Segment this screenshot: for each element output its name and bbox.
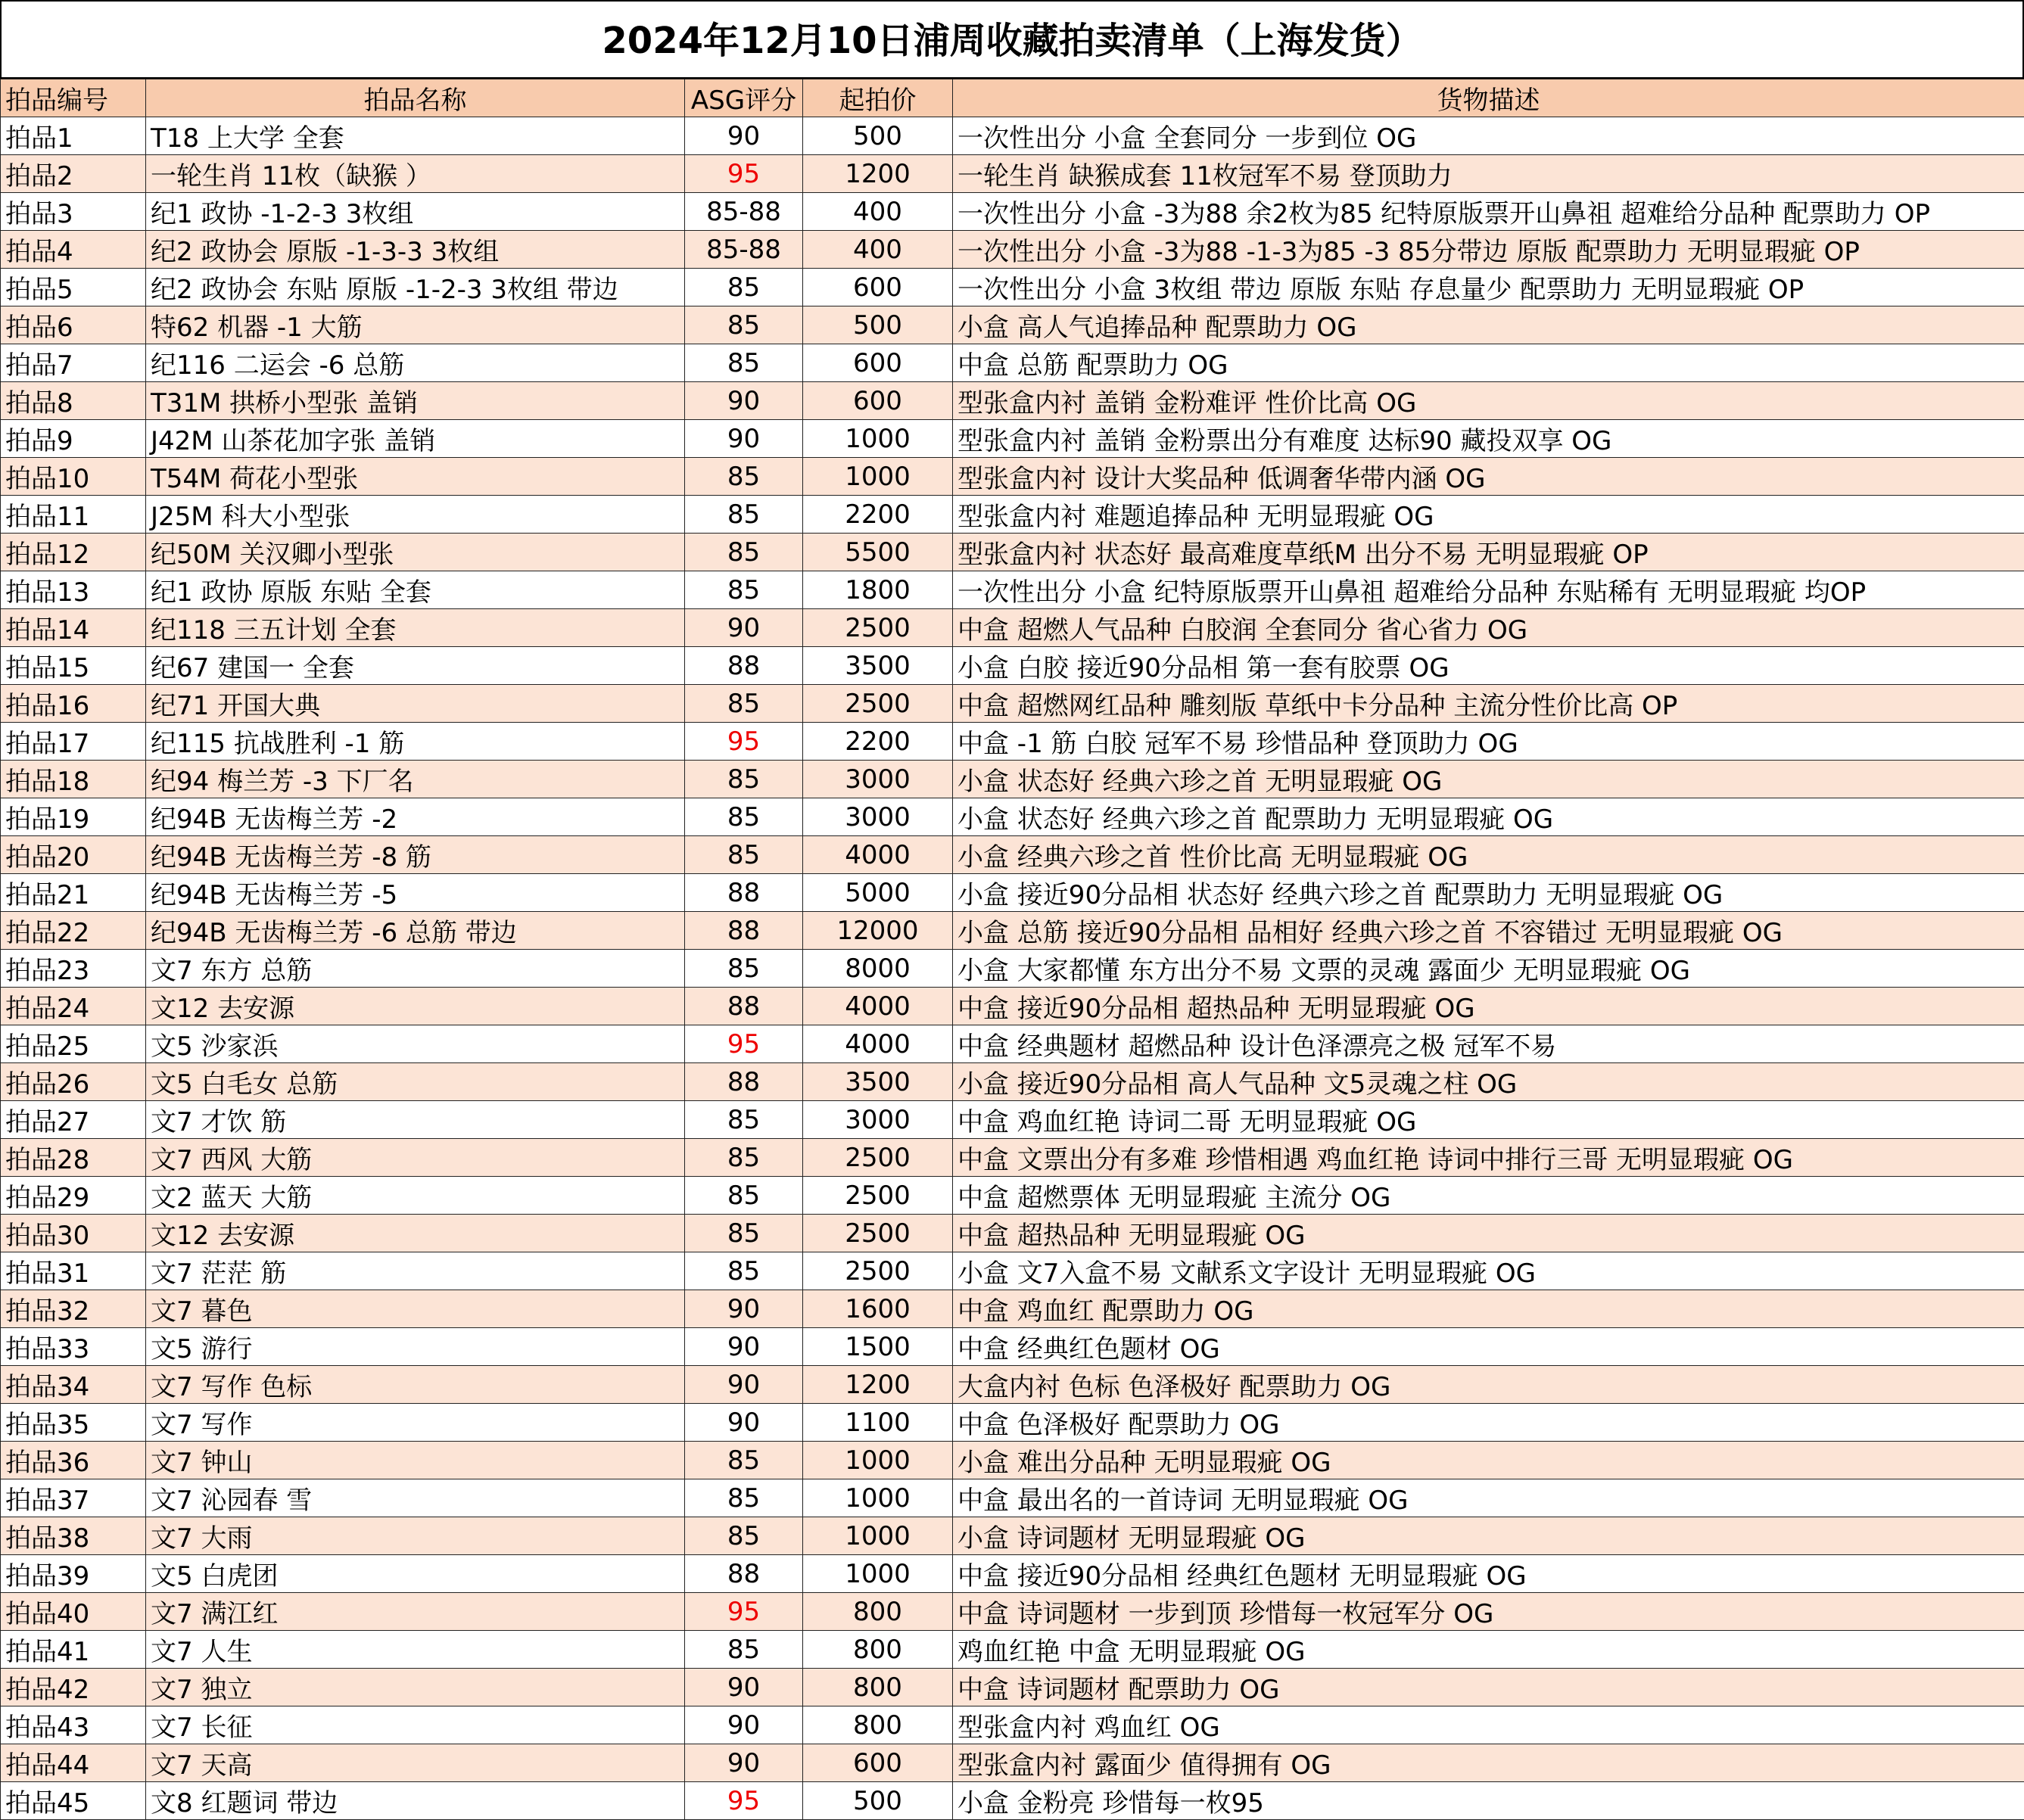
- table-row: [1, 420, 2024, 458]
- asg-score-cell: 88: [685, 874, 803, 912]
- starting-price-cell: 3000: [803, 1101, 953, 1139]
- asg-score-cell: 85-88: [685, 193, 803, 231]
- asg-score-cell: 85: [685, 1252, 803, 1290]
- starting-price-cell: 600: [803, 1744, 953, 1782]
- lot-number-cell: 拍品17: [1, 723, 146, 761]
- table-row: [1, 269, 2024, 306]
- table-row: [1, 1290, 2024, 1328]
- asg-score-cell: 85: [685, 1479, 803, 1517]
- lot-number-cell: 拍品10: [1, 458, 146, 496]
- lot-number-cell: 拍品19: [1, 798, 146, 836]
- description-cell: 中盒 -1 筋 白胶 冠军不易 珍惜品种 登顶助力 OG: [953, 723, 2024, 761]
- lot-name-cell: 纪1 政协 -1-2-3 3枚组: [146, 193, 685, 231]
- table-row: [1, 1517, 2024, 1555]
- lot-name-cell: 文12 去安源: [146, 1215, 685, 1252]
- lot-name-cell: 纪67 建国一 全套: [146, 647, 685, 685]
- description-cell: 型张盒内衬 设计大奖品种 低调奢华带内涵 OG: [953, 458, 2024, 496]
- table-row: [1, 1025, 2024, 1063]
- lot-name-cell: 文5 白毛女 总筋: [146, 1063, 685, 1101]
- table-row: [1, 1631, 2024, 1669]
- description-cell: 中盒 超热品种 无明显瑕疵 OG: [953, 1215, 2024, 1252]
- asg-score-cell: 85: [685, 496, 803, 534]
- description-cell: 一轮生肖 缺猴成套 11枚冠军不易 登顶助力: [953, 155, 2024, 193]
- table-row: [1, 193, 2024, 231]
- starting-price-cell: 600: [803, 269, 953, 306]
- description-cell: 中盒 色泽极好 配票助力 OG: [953, 1404, 2024, 1442]
- description-cell: 中盒 最出名的一首诗词 无明显瑕疵 OG: [953, 1479, 2024, 1517]
- starting-price-cell: 2500: [803, 609, 953, 647]
- starting-price-cell: 1000: [803, 420, 953, 458]
- description-cell: 一次性出分 小盒 -3为88 -1-3为85 -3 85分带边 原版 配票助力 无明显瑕疵 OP: [953, 231, 2024, 269]
- lot-name-cell: 文7 独立: [146, 1669, 685, 1706]
- table-row: [1, 1139, 2024, 1177]
- asg-score-cell: 90: [685, 1366, 803, 1404]
- lot-number-cell: 拍品43: [1, 1706, 146, 1744]
- starting-price-cell: 1000: [803, 1442, 953, 1479]
- starting-price-cell: 500: [803, 117, 953, 155]
- lot-number-cell: 拍品8: [1, 382, 146, 420]
- asg-score-cell: 90: [685, 117, 803, 155]
- lot-name-cell: T18 上大学 全套: [146, 117, 685, 155]
- table-row: [1, 1063, 2024, 1101]
- header-asg-score: ASG评分: [685, 79, 803, 117]
- starting-price-cell: 2200: [803, 496, 953, 534]
- description-cell: 型张盒内衬 状态好 最高难度草纸M 出分不易 无明显瑕疵 OP: [953, 534, 2024, 571]
- description-cell: 鸡血红艳 中盒 无明显瑕疵 OG: [953, 1631, 2024, 1669]
- table-row: [1, 988, 2024, 1025]
- table-row: [1, 1404, 2024, 1442]
- lot-number-cell: 拍品30: [1, 1215, 146, 1252]
- lot-number-cell: 拍品12: [1, 534, 146, 571]
- lot-name-cell: 文2 蓝天 大筋: [146, 1177, 685, 1215]
- description-cell: 中盒 鸡血红 配票助力 OG: [953, 1290, 2024, 1328]
- table-row: [1, 761, 2024, 798]
- lot-name-cell: 文5 白虎团: [146, 1555, 685, 1593]
- asg-score-cell: 88: [685, 1063, 803, 1101]
- lot-number-cell: 拍品32: [1, 1290, 146, 1328]
- lot-name-cell: 纪94B 无齿梅兰芳 -6 总筋 带边: [146, 912, 685, 950]
- table-row: [1, 1744, 2024, 1782]
- lot-name-cell: 纪71 开国大典: [146, 685, 685, 723]
- description-cell: 中盒 经典红色题材 OG: [953, 1328, 2024, 1366]
- lot-number-cell: 拍品24: [1, 988, 146, 1025]
- table-row: [1, 231, 2024, 269]
- description-cell: 型张盒内衬 盖销 金粉票出分有难度 达标90 藏投双享 OG: [953, 420, 2024, 458]
- table-row: [1, 1479, 2024, 1517]
- lot-name-cell: 文7 才饮 筋: [146, 1101, 685, 1139]
- description-cell: 中盒 总筋 配票助力 OG: [953, 344, 2024, 382]
- starting-price-cell: 2500: [803, 1252, 953, 1290]
- starting-price-cell: 600: [803, 382, 953, 420]
- starting-price-cell: 4000: [803, 1025, 953, 1063]
- description-cell: 大盒内衬 色标 色泽极好 配票助力 OG: [953, 1366, 2024, 1404]
- description-cell: 一次性出分 小盒 全套同分 一步到位 OG: [953, 117, 2024, 155]
- asg-score-cell: 85: [685, 1517, 803, 1555]
- lot-name-cell: 纪94B 无齿梅兰芳 -8 筋: [146, 836, 685, 874]
- lot-name-cell: 纪94B 无齿梅兰芳 -2: [146, 798, 685, 836]
- table-row: [1, 496, 2024, 534]
- table-row: [1, 1782, 2024, 1820]
- starting-price-cell: 3500: [803, 647, 953, 685]
- description-cell: 型张盒内衬 难题追捧品种 无明显瑕疵 OG: [953, 496, 2024, 534]
- lot-name-cell: 纪94B 无齿梅兰芳 -5: [146, 874, 685, 912]
- starting-price-cell: 2200: [803, 723, 953, 761]
- asg-score-cell: 85-88: [685, 231, 803, 269]
- lot-number-cell: 拍品2: [1, 155, 146, 193]
- description-cell: 小盒 状态好 经典六珍之首 无明显瑕疵 OG: [953, 761, 2024, 798]
- lot-number-cell: 拍品14: [1, 609, 146, 647]
- table-row: [1, 534, 2024, 571]
- lot-number-cell: 拍品38: [1, 1517, 146, 1555]
- lot-number-cell: 拍品11: [1, 496, 146, 534]
- description-cell: 小盒 难出分品种 无明显瑕疵 OG: [953, 1442, 2024, 1479]
- asg-score-cell: 85: [685, 1215, 803, 1252]
- starting-price-cell: 2500: [803, 685, 953, 723]
- lot-number-cell: 拍品22: [1, 912, 146, 950]
- lot-name-cell: 文5 游行: [146, 1328, 685, 1366]
- description-cell: 小盒 状态好 经典六珍之首 配票助力 无明显瑕疵 OG: [953, 798, 2024, 836]
- lot-name-cell: T31M 拱桥小型张 盖销: [146, 382, 685, 420]
- table-row: [1, 571, 2024, 609]
- table-row: [1, 798, 2024, 836]
- table-row: [1, 1669, 2024, 1706]
- description-cell: 一次性出分 小盒 -3为88 余2枚为85 纪特原版票开山鼻祖 超难给分品种 配票助力 OP: [953, 193, 2024, 231]
- lot-name-cell: 文7 沁园春 雪: [146, 1479, 685, 1517]
- asg-score-cell: 85: [685, 1101, 803, 1139]
- description-cell: 小盒 高人气追捧品种 配票助力 OG: [953, 306, 2024, 344]
- description-cell: 小盒 总筋 接近90分品相 品相好 经典六珍之首 不容错过 无明显瑕疵 OG: [953, 912, 2024, 950]
- table-row: [1, 344, 2024, 382]
- description-cell: 一次性出分 小盒 纪特原版票开山鼻祖 超难给分品种 东贴稀有 无明显瑕疵 均OP: [953, 571, 2024, 609]
- asg-score-cell: 90: [685, 382, 803, 420]
- header-starting-price: 起拍价: [803, 79, 953, 117]
- asg-score-cell: 95: [685, 1025, 803, 1063]
- table-row: [1, 117, 2024, 155]
- starting-price-cell: 8000: [803, 950, 953, 988]
- asg-score-cell: 85: [685, 571, 803, 609]
- starting-price-cell: 1000: [803, 1555, 953, 1593]
- lot-number-cell: 拍品1: [1, 117, 146, 155]
- table-row: [1, 1442, 2024, 1479]
- lot-number-cell: 拍品45: [1, 1782, 146, 1820]
- lot-name-cell: 纪2 政协会 东贴 原版 -1-2-3 3枚组 带边: [146, 269, 685, 306]
- lot-name-cell: 文7 暮色: [146, 1290, 685, 1328]
- description-cell: 小盒 接近90分品相 状态好 经典六珍之首 配票助力 无明显瑕疵 OG: [953, 874, 2024, 912]
- asg-score-cell: 90: [685, 1328, 803, 1366]
- lot-name-cell: 文7 长征: [146, 1706, 685, 1744]
- description-cell: 中盒 超燃人气品种 白胶润 全套同分 省心省力 OG: [953, 609, 2024, 647]
- lot-name-cell: 文7 写作 色标: [146, 1366, 685, 1404]
- auction-table: [0, 79, 2024, 1820]
- lot-number-cell: 拍品33: [1, 1328, 146, 1366]
- table-row: [1, 306, 2024, 344]
- lot-number-cell: 拍品5: [1, 269, 146, 306]
- asg-score-cell: 90: [685, 1744, 803, 1782]
- starting-price-cell: 2500: [803, 1139, 953, 1177]
- description-cell: 中盒 文票出分有多难 珍惜相遇 鸡血红艳 诗词中排行三哥 无明显瑕疵 OG: [953, 1139, 2024, 1177]
- asg-score-cell: 90: [685, 1404, 803, 1442]
- table-row: [1, 950, 2024, 988]
- lot-name-cell: 文7 天高: [146, 1744, 685, 1782]
- lot-number-cell: 拍品31: [1, 1252, 146, 1290]
- table-row: [1, 609, 2024, 647]
- lot-number-cell: 拍品42: [1, 1669, 146, 1706]
- description-cell: 中盒 超燃网红品种 雕刻版 草纸中卡分品种 主流分性价比高 OP: [953, 685, 2024, 723]
- lot-name-cell: 纪118 三五计划 全套: [146, 609, 685, 647]
- asg-score-cell: 85: [685, 798, 803, 836]
- lot-name-cell: 文7 写作: [146, 1404, 685, 1442]
- table-row: [1, 1177, 2024, 1215]
- table-row: [1, 1593, 2024, 1631]
- asg-score-cell: 88: [685, 988, 803, 1025]
- asg-score-cell: 88: [685, 647, 803, 685]
- starting-price-cell: 3500: [803, 1063, 953, 1101]
- asg-score-cell: 85: [685, 1177, 803, 1215]
- lot-number-cell: 拍品25: [1, 1025, 146, 1063]
- lot-number-cell: 拍品20: [1, 836, 146, 874]
- lot-name-cell: 纪116 二运会 -6 总筋: [146, 344, 685, 382]
- lot-name-cell: 文7 钟山: [146, 1442, 685, 1479]
- lot-number-cell: 拍品6: [1, 306, 146, 344]
- starting-price-cell: 1500: [803, 1328, 953, 1366]
- starting-price-cell: 4000: [803, 988, 953, 1025]
- starting-price-cell: 5500: [803, 534, 953, 571]
- table-row: [1, 1215, 2024, 1252]
- asg-score-cell: 85: [685, 269, 803, 306]
- asg-score-cell: 90: [685, 1290, 803, 1328]
- table-row: [1, 1328, 2024, 1366]
- description-cell: 中盒 经典题材 超燃品种 设计色泽漂亮之极 冠军不易: [953, 1025, 2024, 1063]
- lot-name-cell: 纪94 梅兰芳 -3 下厂名: [146, 761, 685, 798]
- lot-number-cell: 拍品7: [1, 344, 146, 382]
- table-body: [1, 117, 2024, 1820]
- asg-score-cell: 85: [685, 836, 803, 874]
- asg-score-cell: 85: [685, 344, 803, 382]
- asg-score-cell: 95: [685, 1782, 803, 1820]
- asg-score-cell: 85: [685, 950, 803, 988]
- lot-name-cell: 文5 沙家浜: [146, 1025, 685, 1063]
- asg-score-cell: 85: [685, 458, 803, 496]
- lot-number-cell: 拍品29: [1, 1177, 146, 1215]
- asg-score-cell: 85: [685, 761, 803, 798]
- description-cell: 中盒 诗词题材 配票助力 OG: [953, 1669, 2024, 1706]
- lot-name-cell: 一轮生肖 11枚（缺猴 ）: [146, 155, 685, 193]
- lot-number-cell: 拍品35: [1, 1404, 146, 1442]
- table-row: [1, 1101, 2024, 1139]
- description-cell: 一次性出分 小盒 3枚组 带边 原版 东贴 存息量少 配票助力 无明显瑕疵 OP: [953, 269, 2024, 306]
- sheet-title: 2024年12月10日浦周收藏拍卖清单（上海发货）: [0, 0, 2024, 79]
- starting-price-cell: 12000: [803, 912, 953, 950]
- starting-price-cell: 2500: [803, 1177, 953, 1215]
- header-row: [1, 79, 2024, 117]
- starting-price-cell: 1100: [803, 1404, 953, 1442]
- asg-score-cell: 85: [685, 1139, 803, 1177]
- table-row: [1, 836, 2024, 874]
- asg-score-cell: 88: [685, 912, 803, 950]
- description-cell: 型张盒内衬 鸡血红 OG: [953, 1706, 2024, 1744]
- lot-number-cell: 拍品3: [1, 193, 146, 231]
- description-cell: 小盒 大家都懂 东方出分不易 文票的灵魂 露面少 无明显瑕疵 OG: [953, 950, 2024, 988]
- lot-number-cell: 拍品36: [1, 1442, 146, 1479]
- starting-price-cell: 500: [803, 1782, 953, 1820]
- starting-price-cell: 1000: [803, 1479, 953, 1517]
- lot-name-cell: 文7 西风 大筋: [146, 1139, 685, 1177]
- asg-score-cell: 85: [685, 685, 803, 723]
- lot-name-cell: 纪1 政协 原版 东贴 全套: [146, 571, 685, 609]
- table-row: [1, 458, 2024, 496]
- starting-price-cell: 3000: [803, 798, 953, 836]
- table-row: [1, 912, 2024, 950]
- asg-score-cell: 95: [685, 723, 803, 761]
- starting-price-cell: 800: [803, 1593, 953, 1631]
- table-row: [1, 1252, 2024, 1290]
- lot-number-cell: 拍品4: [1, 231, 146, 269]
- lot-number-cell: 拍品44: [1, 1744, 146, 1782]
- lot-number-cell: 拍品26: [1, 1063, 146, 1101]
- starting-price-cell: 400: [803, 231, 953, 269]
- description-cell: 中盒 接近90分品相 经典红色题材 无明显瑕疵 OG: [953, 1555, 2024, 1593]
- lot-number-cell: 拍品37: [1, 1479, 146, 1517]
- lot-number-cell: 拍品23: [1, 950, 146, 988]
- starting-price-cell: 4000: [803, 836, 953, 874]
- asg-score-cell: 85: [685, 1442, 803, 1479]
- description-cell: 小盒 金粉亮 珍惜每一枚95: [953, 1782, 2024, 1820]
- lot-name-cell: 文12 去安源: [146, 988, 685, 1025]
- starting-price-cell: 400: [803, 193, 953, 231]
- asg-score-cell: 90: [685, 1669, 803, 1706]
- description-cell: 中盒 接近90分品相 超热品种 无明显瑕疵 OG: [953, 988, 2024, 1025]
- lot-name-cell: J25M 科大小型张: [146, 496, 685, 534]
- starting-price-cell: 1200: [803, 155, 953, 193]
- table-row: [1, 1366, 2024, 1404]
- lot-name-cell: 文7 大雨: [146, 1517, 685, 1555]
- lot-number-cell: 拍品21: [1, 874, 146, 912]
- table-row: [1, 1555, 2024, 1593]
- lot-number-cell: 拍品40: [1, 1593, 146, 1631]
- starting-price-cell: 1000: [803, 1517, 953, 1555]
- description-cell: 小盒 白胶 接近90分品相 第一套有胶票 OG: [953, 647, 2024, 685]
- asg-score-cell: 90: [685, 420, 803, 458]
- asg-score-cell: 95: [685, 155, 803, 193]
- lot-number-cell: 拍品34: [1, 1366, 146, 1404]
- description-cell: 小盒 文7入盒不易 文献系文字设计 无明显瑕疵 OG: [953, 1252, 2024, 1290]
- description-cell: 小盒 接近90分品相 高人气品种 文5灵魂之柱 OG: [953, 1063, 2024, 1101]
- starting-price-cell: 500: [803, 306, 953, 344]
- header-description: 货物描述: [953, 79, 2024, 117]
- table-row: [1, 1706, 2024, 1744]
- starting-price-cell: 1000: [803, 458, 953, 496]
- table-row: [1, 647, 2024, 685]
- asg-score-cell: 85: [685, 1631, 803, 1669]
- description-cell: 中盒 诗词题材 一步到顶 珍惜每一枚冠军分 OG: [953, 1593, 2024, 1631]
- lot-number-cell: 拍品18: [1, 761, 146, 798]
- header-lot-name: 拍品名称: [146, 79, 685, 117]
- starting-price-cell: 1800: [803, 571, 953, 609]
- lot-number-cell: 拍品41: [1, 1631, 146, 1669]
- table-row: [1, 723, 2024, 761]
- lot-number-cell: 拍品39: [1, 1555, 146, 1593]
- lot-name-cell: 纪115 抗战胜利 -1 筋: [146, 723, 685, 761]
- lot-name-cell: 纪50M 关汉卿小型张: [146, 534, 685, 571]
- description-cell: 型张盒内衬 露面少 值得拥有 OG: [953, 1744, 2024, 1782]
- description-cell: 小盒 经典六珍之首 性价比高 无明显瑕疵 OG: [953, 836, 2024, 874]
- lot-name-cell: 文8 红题词 带边: [146, 1782, 685, 1820]
- header-lot-number: 拍品编号: [1, 79, 146, 117]
- lot-name-cell: T54M 荷花小型张: [146, 458, 685, 496]
- asg-score-cell: 90: [685, 1706, 803, 1744]
- asg-score-cell: 95: [685, 1593, 803, 1631]
- lot-number-cell: 拍品15: [1, 647, 146, 685]
- starting-price-cell: 800: [803, 1631, 953, 1669]
- lot-number-cell: 拍品9: [1, 420, 146, 458]
- table-row: [1, 155, 2024, 193]
- table-row: [1, 685, 2024, 723]
- starting-price-cell: 3000: [803, 761, 953, 798]
- lot-number-cell: 拍品13: [1, 571, 146, 609]
- lot-name-cell: 文7 人生: [146, 1631, 685, 1669]
- asg-score-cell: 85: [685, 534, 803, 571]
- table-row: [1, 874, 2024, 912]
- lot-name-cell: 文7 满江红: [146, 1593, 685, 1631]
- description-cell: 中盒 鸡血红艳 诗词二哥 无明显瑕疵 OG: [953, 1101, 2024, 1139]
- starting-price-cell: 1600: [803, 1290, 953, 1328]
- description-cell: 中盒 超燃票体 无明显瑕疵 主流分 OG: [953, 1177, 2024, 1215]
- lot-name-cell: 特62 机器 -1 大筋: [146, 306, 685, 344]
- starting-price-cell: 600: [803, 344, 953, 382]
- starting-price-cell: 5000: [803, 874, 953, 912]
- asg-score-cell: 85: [685, 306, 803, 344]
- starting-price-cell: 800: [803, 1706, 953, 1744]
- lot-number-cell: 拍品28: [1, 1139, 146, 1177]
- asg-score-cell: 88: [685, 1555, 803, 1593]
- starting-price-cell: 1200: [803, 1366, 953, 1404]
- table-row: [1, 382, 2024, 420]
- lot-number-cell: 拍品27: [1, 1101, 146, 1139]
- starting-price-cell: 2500: [803, 1215, 953, 1252]
- description-cell: 型张盒内衬 盖销 金粉难评 性价比高 OG: [953, 382, 2024, 420]
- lot-name-cell: 文7 茫茫 筋: [146, 1252, 685, 1290]
- lot-number-cell: 拍品16: [1, 685, 146, 723]
- lot-name-cell: J42M 山茶花加字张 盖销: [146, 420, 685, 458]
- lot-name-cell: 纪2 政协会 原版 -1-3-3 3枚组: [146, 231, 685, 269]
- description-cell: 小盒 诗词题材 无明显瑕疵 OG: [953, 1517, 2024, 1555]
- starting-price-cell: 800: [803, 1669, 953, 1706]
- lot-name-cell: 文7 东方 总筋: [146, 950, 685, 988]
- asg-score-cell: 90: [685, 609, 803, 647]
